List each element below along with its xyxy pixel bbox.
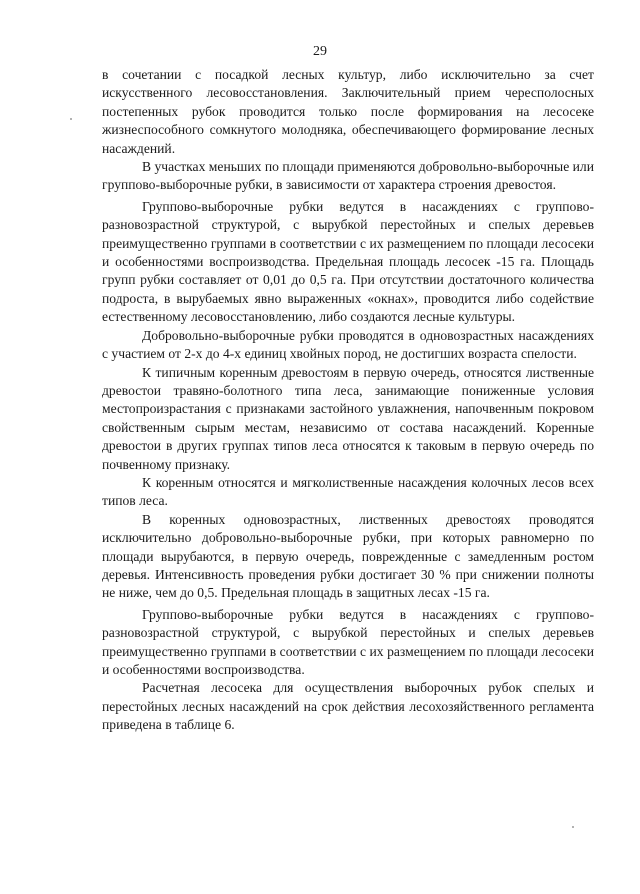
document-body [102,66,594,735]
paragraph-6: К коренным относятся и мягколиственные насаждения колочных лесов всех типов леса. [102,474,594,509]
paragraph-9: Расчетная лесосека для осуществления выборочных рубок спелых и перестойных лесных насаждений на срок действия лесохозяйственного регламента приведена в таблице 6. [102,680,594,733]
paragraph-8: Группово-выборочные рубки ведутся в насаждениях с группово-разновозрастной структурой, с вырубкой перестойных и спелых деревьев преимущественно группами в соответствии с их размещением по площади лесосеки и особенностями воспроизводства. [102,606,594,677]
scan-speck [70,118,72,120]
paragraph-5: К типичным коренным древостоям в первую очередь, относятся лиственные древостои травяно-болотного типа леса, занимающие пониженные условия местопроизрастания с признаками застойного увлажнения, напочвенным покровом свойственным сырым местам, независимо от состава насаждений. Коренные древостои в других группах типов леса относятся к таковым в первую очередь по почвенному признаку. [102,364,594,472]
paragraph-2: В участках меньших по площади применяются добровольно-выборочные или группово-выборочные рубки, в зависимости от характера строения древостоя. [102,159,594,193]
page-number: 29 [313,44,327,59]
scan-speck [572,826,574,828]
paragraph-1: в сочетании с посадкой лесных культур, либо исключительно за счет искусственного лесовосстановления. Заключительный прием чересполосных постепенных рубок проводится только после формирования на лесосеке жизнеспособного сомкнутого молодняка, обеспечивающего формирование лесных насаждений. [102,67,594,156]
paragraph-7: В коренных одновозрастных, лиственных древостоях проводятся исключительно добровольно-выборочные рубки, при которых равномерно по площади вырубаются, в первую очередь, поврежденные с замедленным ростом деревья. Интенсивность проведения рубки достигает 30 % при снижении полноты не ниже, чем до 0,5. Предельная площадь в защитных лесах -15 га. [102,511,594,601]
paragraph-4: Добровольно-выборочные рубки проводятся в одновозрастных насаждениях с участием от 2-х до 4-х единиц хвойных пород, не достигших возраста спелости. [102,327,594,362]
paragraph-3: Группово-выборочные рубки ведутся в насаждениях с группово-разновозрастной структурой, с вырубкой перестойных и спелых деревьев преимущественно группами в соответствии с их размещением по площади лесосеки и особенностями воспроизводства. Предельная площадь лесосек -15 га. Площадь групп рубки составляет от 0,01 до 0,5 га. При отсутствии достаточного количества подроста, в вырубаемых явно выраженных «окнах», проводится либо содействие естественному лесовосстановлению, либо создаются лесные культуры. [102,198,594,325]
